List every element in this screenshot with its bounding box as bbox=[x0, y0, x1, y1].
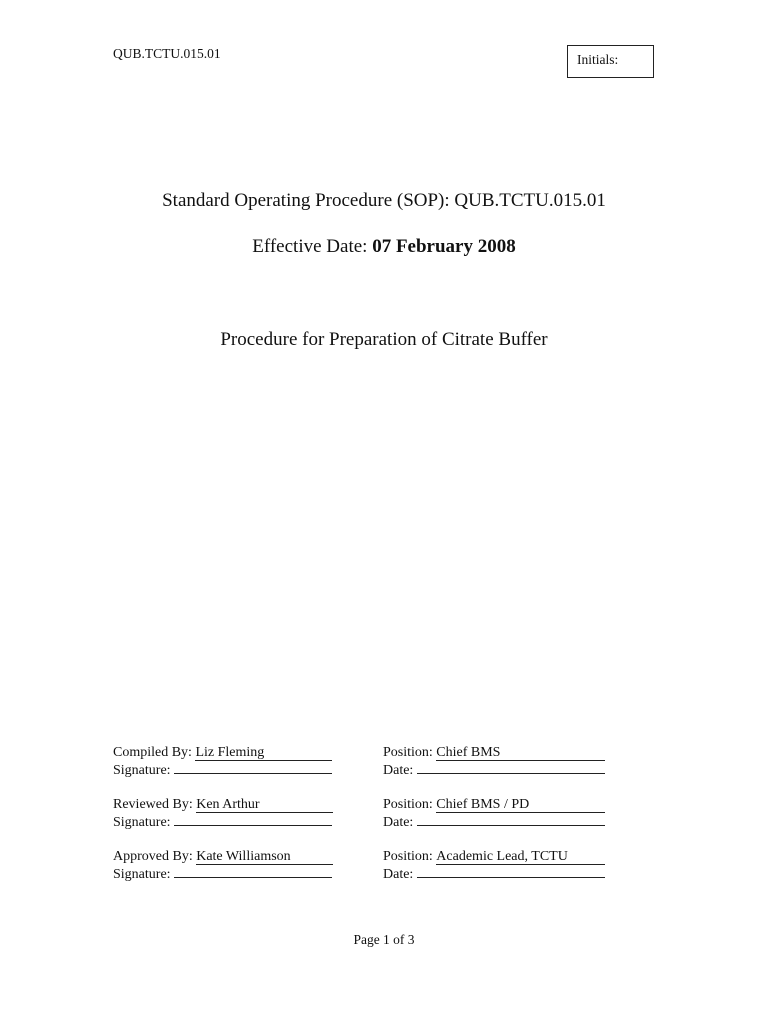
signature-label: Signature: bbox=[113, 815, 175, 830]
signoff-block-compiled bbox=[113, 744, 673, 778]
date-line[interactable] bbox=[417, 865, 605, 878]
effective-date-label: Effective Date: bbox=[252, 236, 373, 257]
sop-title: Standard Operating Procedure (SOP): QUB.TCTU.015.01 bbox=[162, 190, 606, 211]
position-label: Position: bbox=[383, 745, 437, 760]
date-label: Date: bbox=[383, 763, 417, 778]
signature-line[interactable] bbox=[174, 813, 332, 826]
signoff-name-row bbox=[113, 796, 673, 813]
signoff-signature-row bbox=[113, 761, 673, 778]
procedure-title: Procedure for Preparation of Citrate Buffer bbox=[220, 329, 548, 350]
initials-label: Initials: bbox=[577, 52, 619, 67]
signoff-name-row bbox=[113, 848, 673, 865]
signature-line[interactable] bbox=[174, 761, 332, 774]
date-label: Date: bbox=[383, 867, 417, 882]
role-label: Reviewed By: bbox=[113, 797, 197, 812]
position-label: Position: bbox=[383, 849, 437, 864]
date-line[interactable] bbox=[417, 761, 605, 774]
signoff-signature-row bbox=[113, 813, 673, 830]
signoff-signature-row bbox=[113, 865, 673, 882]
signature-label: Signature: bbox=[113, 763, 175, 778]
position-value: Chief BMS / PD bbox=[436, 798, 605, 813]
document-code: QUB.TCTU.015.01 bbox=[113, 46, 221, 61]
signature-line[interactable] bbox=[174, 865, 332, 878]
position-value: Academic Lead, TCTU bbox=[436, 850, 605, 865]
signature-label: Signature: bbox=[113, 867, 175, 882]
position-label: Position: bbox=[383, 797, 437, 812]
effective-date-value: 07 February 2008 bbox=[372, 236, 516, 257]
date-label: Date: bbox=[383, 815, 417, 830]
person-name: Kate Williamson bbox=[196, 850, 333, 865]
position-value: Chief BMS bbox=[436, 746, 605, 761]
page-number: Page 1 of 3 bbox=[353, 932, 415, 947]
signoff-block-reviewed bbox=[113, 796, 673, 830]
person-name: Liz Fleming bbox=[195, 746, 332, 761]
initials-box bbox=[567, 45, 654, 78]
signoff-name-row bbox=[113, 744, 673, 761]
role-label: Approved By: bbox=[113, 849, 197, 864]
person-name: Ken Arthur bbox=[196, 798, 333, 813]
date-line[interactable] bbox=[417, 813, 605, 826]
signoff-block-approved bbox=[113, 848, 673, 882]
effective-date-line bbox=[0, 235, 768, 259]
role-label: Compiled By: bbox=[113, 745, 196, 760]
